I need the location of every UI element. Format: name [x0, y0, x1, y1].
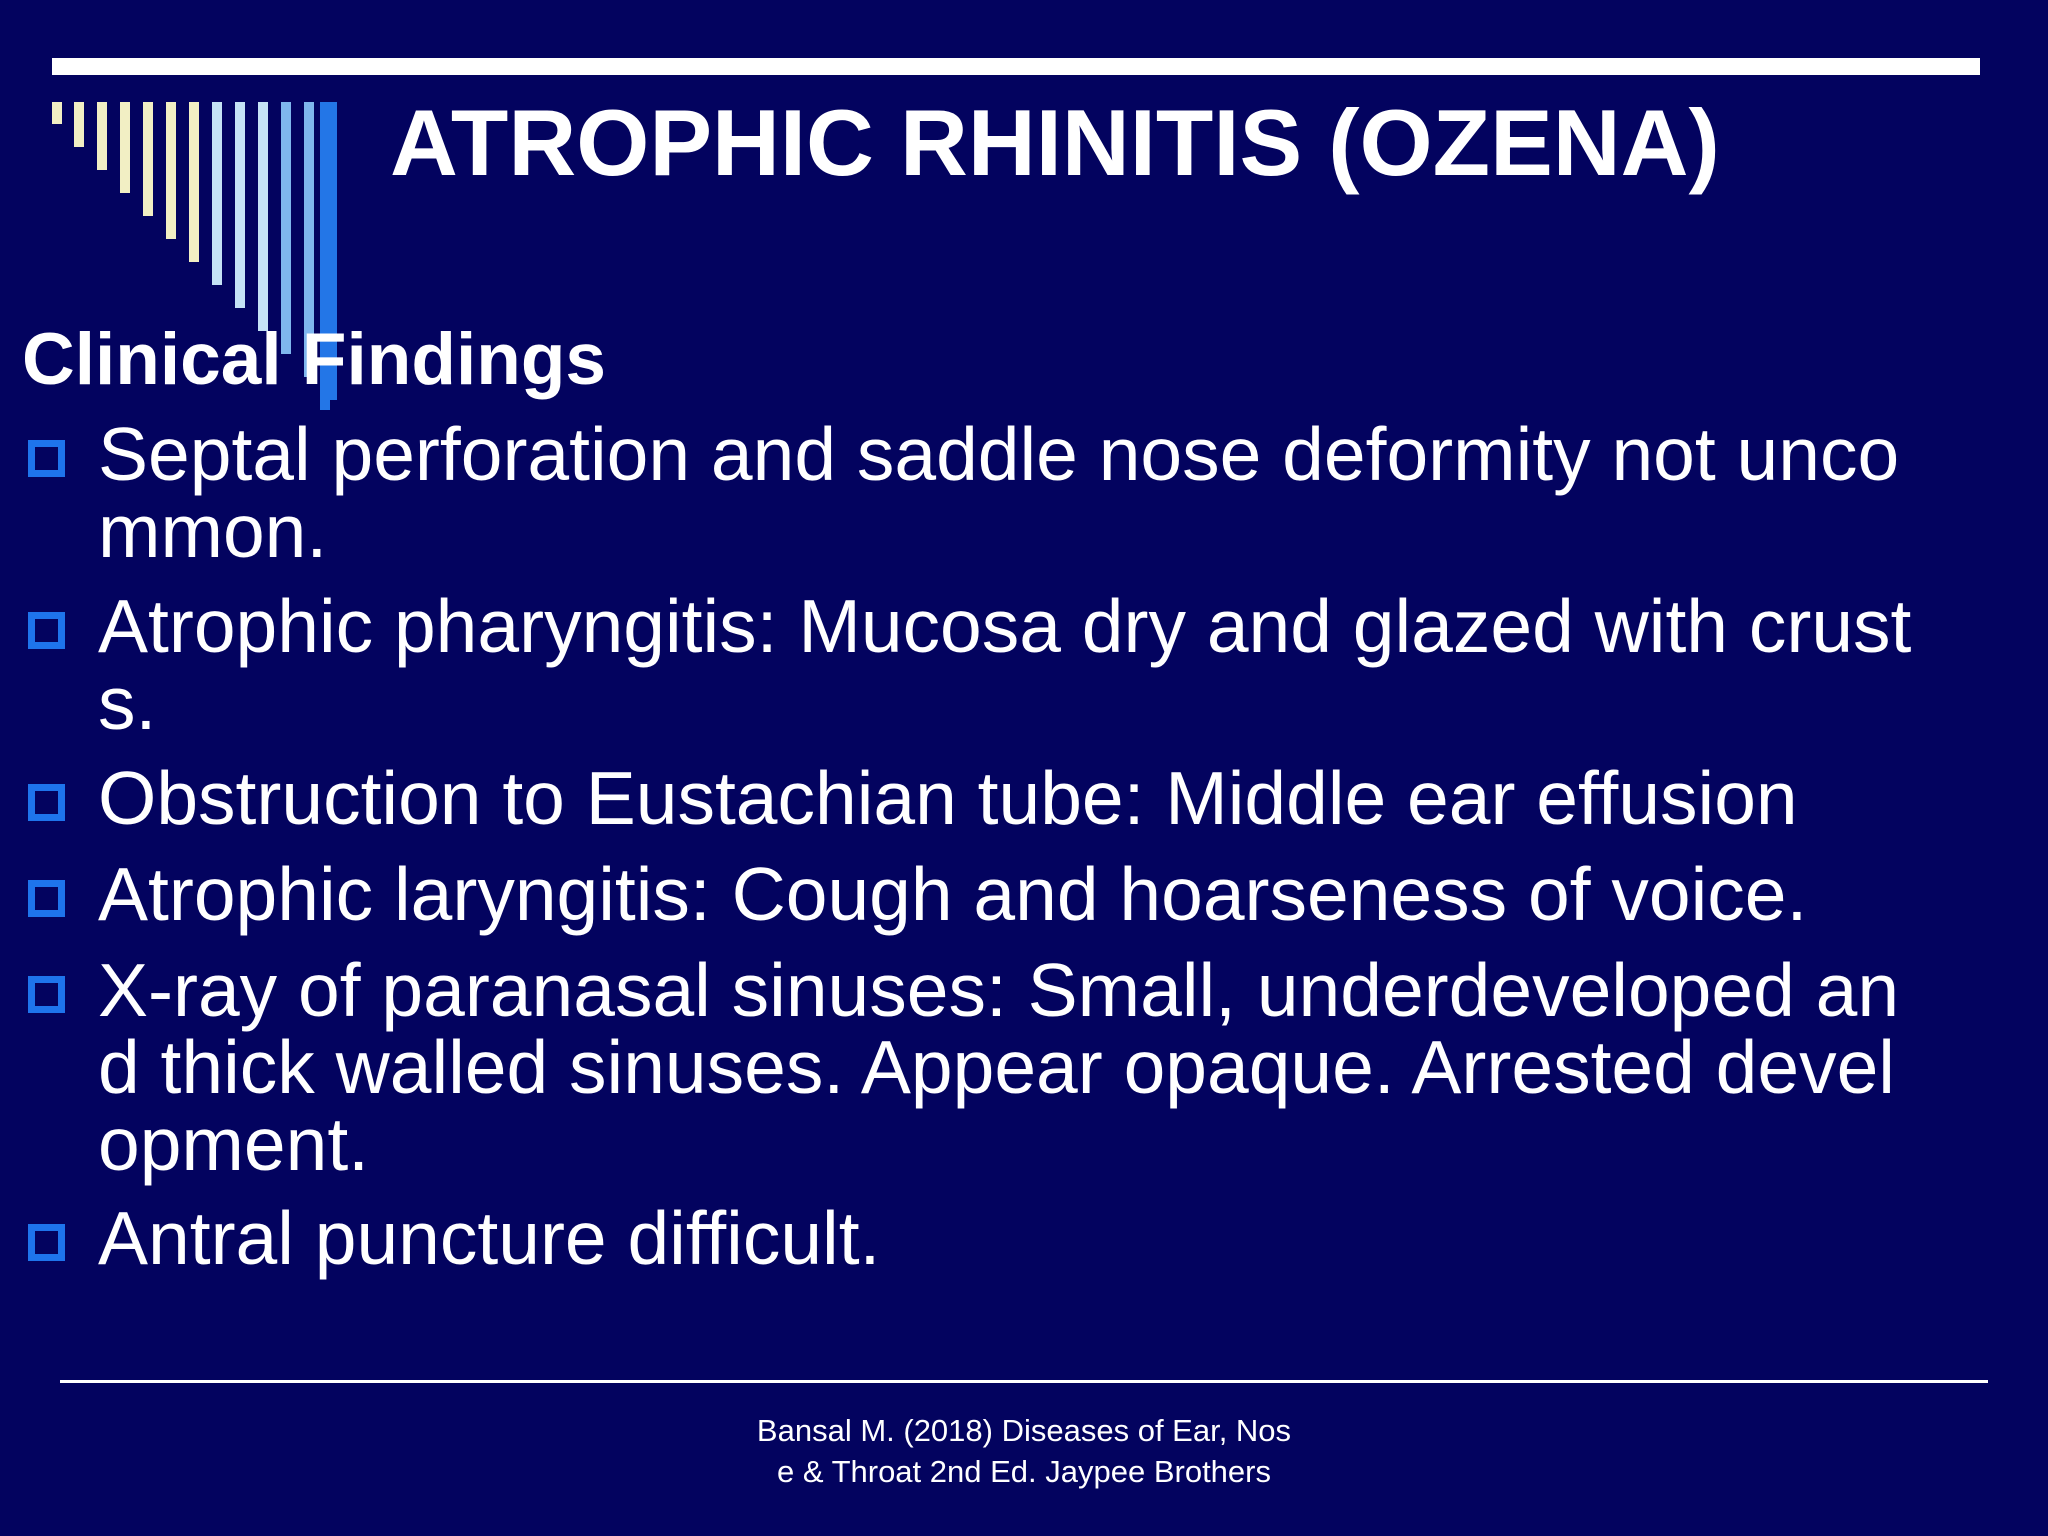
top-rule: [52, 58, 1980, 75]
list-item-text: Atrophic laryngitis: Cough and hoarseness of voice.: [98, 852, 1808, 936]
reference-citation: Bansal M. (2018) Diseases of Ear, Nos e & Throat 2nd Ed. Jaypee Brothers: [756, 1413, 1292, 1489]
hollow-square-bullet-icon: [28, 1224, 65, 1261]
section-heading: Clinical Findings: [22, 319, 607, 400]
hollow-square-bullet-icon: [28, 784, 65, 821]
hollow-square-bullet-icon: [28, 880, 65, 917]
stripe: [189, 102, 199, 262]
list-item-text: X-ray of paranasal sinuses: Small, underdeveloped an d thick walled sinuses. Appear opaque. Arrested devel opment.: [98, 948, 1900, 1186]
stripe: [281, 102, 291, 354]
stripe: [166, 102, 176, 239]
hollow-square-bullet-icon: [28, 440, 65, 477]
stripe: [212, 102, 222, 285]
slide-title: ATROPHIC RHINITIS (OZENA): [390, 90, 1720, 195]
list-item-text: Antral puncture difficult.: [98, 1196, 881, 1280]
list-item-text: Atrophic pharyngitis: Mucosa dry and glazed with crust s.: [98, 584, 1912, 745]
stripe: [74, 102, 84, 147]
list-item-text: Septal perforation and saddle nose deformity not unco mmon.: [98, 412, 1900, 573]
stripe: [235, 102, 245, 308]
stripe: [52, 102, 62, 124]
stripe: [97, 102, 107, 170]
hollow-square-bullet-icon: [28, 976, 65, 1013]
stripe: [120, 102, 130, 193]
stripe: [258, 102, 268, 331]
hollow-square-bullet-icon: [28, 612, 65, 649]
list-item-text: Obstruction to Eustachian tube: Middle ear effusion: [98, 756, 1798, 840]
stripe: [143, 102, 153, 216]
footer-rule: [60, 1380, 1988, 1383]
